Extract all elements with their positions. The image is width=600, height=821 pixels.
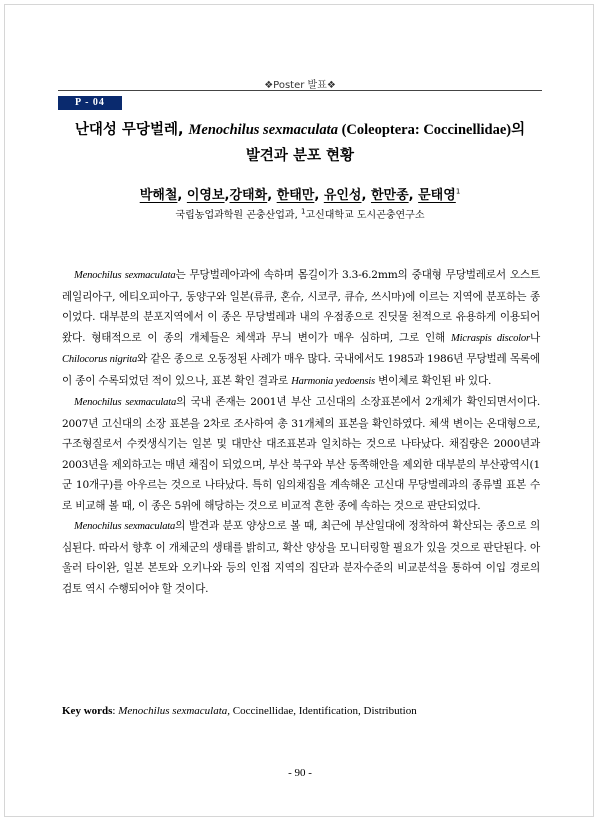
abstract-body [62,265,540,599]
keywords-colon: : [112,705,119,717]
paragraph-text: 나 [529,331,540,344]
keywords-rest: Coccinellidae, Identification, Distribution [230,705,417,717]
affiliation-mark: 1 [300,207,306,216]
title-line-2 [40,145,560,167]
species-name: Menochilus sexmaculata [74,521,176,532]
abstract-paragraph-1 [62,265,540,392]
session-header [0,76,600,91]
author: 유인성 [323,188,362,203]
author: 한태만 [276,188,315,203]
title-subtitle: 발견과 분포 현황 [245,148,355,164]
title-species: Menochilus sexmaculata [188,122,338,138]
abstract-paragraph-3 [62,516,540,599]
paragraph-text: 와 같은 종으로 오동정된 사례가 매우 많다. 국내에서도 1985과 1986년 무당벌레 목록에 이 종이 수록되었던 적이 있으나, 표본 확인 결과로 [62,353,540,387]
author-affiliation-mark: 1 [455,187,461,196]
species-name: Micraspis discolor [451,332,530,344]
diamond-right-icon: ❖ [326,80,336,91]
affiliation-primary: 국립농업과학원 곤충산업과, [175,210,301,221]
keywords-label: Key words [62,705,113,717]
affiliation-secondary: 고신대학교 도시곤충연구소 [305,210,425,221]
poster-id-badge: P - 04 [58,96,122,110]
species-name: Menochilus sexmaculata [74,397,177,408]
diamond-left-icon: ❖ [264,80,274,91]
header-rule [58,90,542,91]
title-taxon: (Coleoptera: Coccinellidae)의 [337,122,526,138]
author: 문태영 [418,188,456,203]
page-number: - 90 - [288,767,312,779]
species-name: Menochilus sexmaculata [74,270,176,281]
species-name: Chilocorus nigrita [62,354,138,365]
paragraph-text: 는 무당벌레아과에 속하며 몸길이가 3.3-6.2mm의 중대형 무당벌레로서 오스트레일리아구, 에티오피아구, 동양구와 일본(류큐, 혼슈, 시코쿠, 큐슈, 쓰시마)에 이르는 지역에 분포하는 종이었다. 대부분의 분포지역에서 이 종은 무당벌레과 내의 우점종으로 진딧물 천적으로 유용하게 이용되어 왔다. 형태적으로 이 종의 개체들은 체색과 무늬 변이가 매우 심하며, 그로 인해 [62,269,540,344]
paragraph-text: 의 국내 존재는 2001년 부산 고신대의 소장표본에서 2개체가 확인되면서이다. 2007년 고신대의 소장 표본을 2차로 조사하여 총 31개체의 표본을 확인하였다. 체색 변이는 온대형으로, 구조형질로서 수컷생식기는 일본 및 대만산 대조표본과 일치하는 것으로 나타났다. 채집량은 2000년과 2003년을 제외하고는 매년 채집이 되었으며, 부산 북구와 부산 동쪽해안을 제외한 대부분의 부산광역시(1군 10개구)를 아우르는 것으로 나타났다. 특히 임의채집을 계속해온 고신대 무당벌레과의 종류별 표본 수로 비교해 볼 때, 이 종은 5위에 해당하는 것으로 비교적 흔한 종에 속하는 것으로 판단되었다. [62,396,540,512]
author-list: 박해철, 이영보,강태화, 한태만, 유인성, 한만종, 문태영$^1$ [139,187,461,203]
author: 한만종 [370,188,409,203]
species-name: Harmonia yedoensis [291,375,375,387]
keywords [62,705,540,717]
affiliations [40,206,560,221]
keyword-species: Menochilus sexmaculata, [118,705,231,717]
author: 박해철 [139,188,178,203]
paragraph-text: 의 발견과 분포 양상으로 볼 때, 최근에 부산일대에 정착하여 확산되는 종으로 의심된다. 따라서 향후 이 개체군의 생태를 밝히고, 확산 양상을 모니터링할 필요가 있을 것으로 판단된다. 아울러 타이완, 일본 본토와 오키나와 등의 인접 지역의 집단과 분자수준의 비교분석을 통하여 이입 경로의 검토 역시 수행되어야 할 것이다. [62,520,540,595]
session-label: Poster 발표 [273,80,327,91]
paragraph-text: 변이체로 확인된 바 있다. [374,374,492,387]
title-line-1 [40,119,560,141]
author: 강태화 [229,188,268,203]
author: 이영보 [186,188,225,203]
title-korean-part: 난대성 무당벌레, [74,122,189,138]
abstract-paragraph-2 [62,392,540,516]
